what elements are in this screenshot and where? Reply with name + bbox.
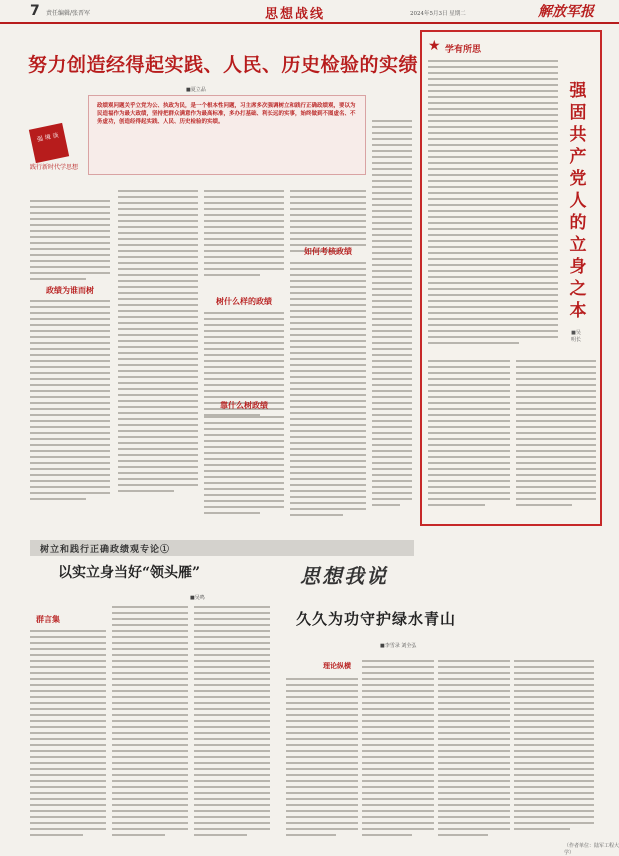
right-column-label: 学有所思 (445, 45, 482, 55)
main-byline: ■夏立品 (186, 87, 206, 93)
summary-box (88, 95, 366, 175)
main-col-1 (30, 200, 110, 284)
third-subhead: 理论纵横 (323, 661, 351, 670)
page-date: 2024年5月3日 星期二 (410, 11, 466, 17)
second-col-1 (30, 630, 106, 840)
calligraphy-logo: 思想我说 (300, 564, 388, 588)
quote-badge: 群言集 (36, 614, 60, 624)
star-icon: ★ (428, 38, 441, 54)
second-headline: 以实立身当好“领头雁” (58, 565, 201, 581)
subhead-3: 靠什么树政绩 (220, 400, 268, 410)
main-col-3c (204, 416, 284, 518)
main-headline: 努力创造经得起实践、人民、历史检验的实绩 (28, 54, 419, 76)
subhead-4: 如何考核政绩 (304, 246, 352, 256)
third-col-4 (514, 660, 594, 834)
right-col-text-3 (516, 360, 596, 510)
column-badge-caption: 践行新时代学思想 (30, 164, 79, 171)
summary-text: 政绩观问题关乎立党为公、执政为民，是一个根本性问题，习主席多次强调树立和践行正确政绩观，要以为民造福作为最大政绩，坚持把群众满意作为最高标准，多办打基础、利长远的实事，始终做到不图虚名、不务虚功，创造经得起实践、人民、历史检验的实绩。 (97, 103, 356, 125)
subhead-1: 政绩为谁而树 (46, 285, 94, 295)
second-col-2 (112, 606, 188, 840)
page-editor: 责任编辑/张晋军 (46, 10, 91, 17)
second-byline: ■吴鸣 (190, 595, 205, 601)
masthead-logo: 解放军报 (538, 4, 594, 20)
main-col-2 (118, 190, 198, 496)
right-column-title: 强固共产党人的立身之本 (569, 81, 587, 321)
column-badge-text: 强 境 谈 (36, 131, 60, 144)
right-column-author: ■吴明长 (570, 330, 581, 343)
main-col-5 (372, 120, 412, 510)
main-col-4b (290, 262, 366, 520)
third-col-1 (286, 678, 358, 840)
third-col-2 (362, 660, 434, 840)
right-col-text-2 (428, 360, 510, 510)
series-title: 树立和践行正确政绩观专论① (40, 545, 171, 555)
main-col-1b (30, 300, 110, 504)
subhead-2: 树什么样的政绩 (216, 296, 272, 306)
page-number: 7 (30, 3, 40, 19)
right-col-text (428, 60, 558, 348)
third-headline: 久久为功守护绿水青山 (296, 610, 457, 628)
section-title: 思想战线 (265, 7, 326, 22)
third-byline: ■李雪录 刘全弘 (380, 643, 417, 649)
second-col-3 (194, 606, 270, 840)
third-col-3 (438, 660, 510, 840)
third-footer: （作者单位：陆军工程大学） (564, 843, 619, 856)
main-col-3a (204, 190, 284, 280)
column-badge (29, 123, 69, 163)
